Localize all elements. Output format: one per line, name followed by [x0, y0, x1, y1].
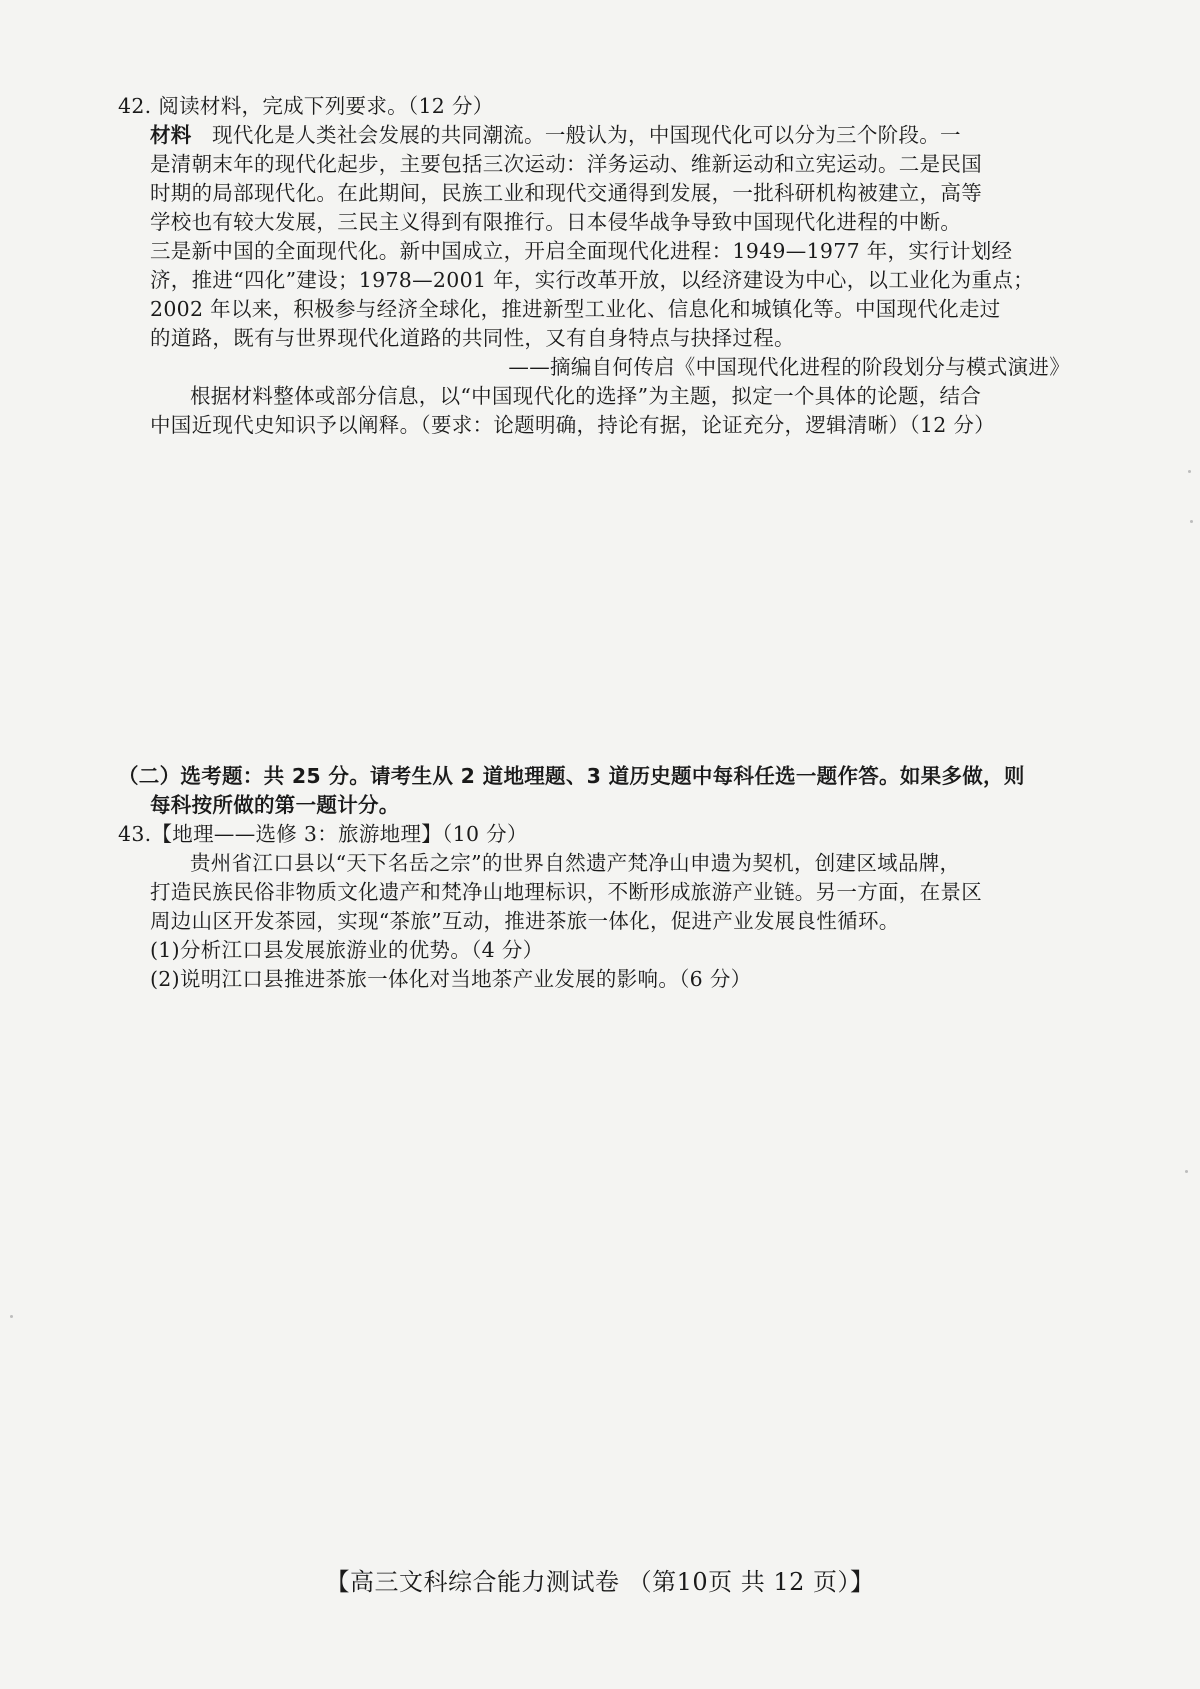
q43-body-line: 贵州省江口县以“天下名岳之宗”的世界自然遗产梵净山申遗为契机，创建区域品牌，	[190, 851, 961, 875]
material-line: 学校也有较大发展，三民主义得到有限推行。日本侵华战争导致中国现代化进程的中断。	[150, 210, 962, 234]
scan-speck	[1185, 1170, 1188, 1173]
scan-speck	[10, 1315, 13, 1318]
q43-sub-question-1: (1)分析江口县发展旅游业的优势。（4 分）	[150, 938, 544, 962]
section-2-heading: （二）选考题：共 25 分。请考生从 2 道地理题、3 道历史题中每科任选一题作答。如果多做，则	[118, 764, 1025, 788]
question-43	[118, 762, 1078, 994]
material-line: 2002 年以来，积极参与经济全球化，推进新型工业化、信息化和城镇化等。中国现代化走过	[150, 297, 1001, 321]
q43-sub-question-2: (2)说明江口县推进茶旅一体化对当地茶产业发展的影响。（6 分）	[150, 967, 752, 991]
question-42-heading: 42. 阅读材料，完成下列要求。（12 分）	[118, 94, 494, 118]
material-first-line	[118, 121, 1078, 150]
material-label: 材料	[150, 123, 192, 147]
material-line: 现代化是人类社会发展的共同潮流。一般认为，中国现代化可以分为三个阶段。一	[212, 123, 961, 147]
task-line: 中国近现代史知识予以阐释。（要求：论题明确，持论有据，论证充分，逻辑清晰）（12 分）	[150, 413, 995, 437]
material-line: 济，推进“四化”建设；1978—2001 年，实行改革开放，以经济建设为中心，以工业化为重点；	[150, 268, 1034, 292]
task-line: 根据材料整体或部分信息，以“中国现代化的选择”为主题，拟定一个具体的论题，结合	[190, 384, 982, 408]
question-43-heading: 43.【地理——选修 3：旅游地理】（10 分）	[118, 822, 528, 846]
scan-speck	[1188, 470, 1191, 473]
material-line: 是清朝末年的现代化起步，主要包括三次运动：洋务运动、维新运动和立宪运动。二是民国	[150, 152, 982, 176]
question-42	[118, 92, 1078, 440]
material-line: 三是新中国的全面现代化。新中国成立，开启全面现代化进程：1949—1977 年，实行计划经	[150, 239, 1013, 263]
q43-body-line: 打造民族民俗非物质文化遗产和梵净山地理标识，不断形成旅游产业链。另一方面，在景区	[150, 880, 982, 904]
q43-body-line: 周边山区开发茶园，实现“茶旅”互动，推进茶旅一体化，促进产业发展良性循环。	[150, 909, 900, 933]
page-footer: 【高三文科综合能力测试卷 （第10页 共 12 页）】	[325, 1568, 875, 1596]
material-line: 时期的局部现代化。在此期间，民族工业和现代交通得到发展，一批科研机构被建立，高等	[150, 181, 982, 205]
section-2-heading-cont: 每科按所做的第一题计分。	[150, 793, 400, 817]
scan-speck	[1190, 520, 1193, 523]
material-source: ——摘编自何传启《中国现代化进程的阶段划分与模式演进》	[508, 355, 1070, 379]
material-line: 的道路，既有与世界现代化道路的共同性，又有自身特点与抉择过程。	[150, 326, 795, 350]
